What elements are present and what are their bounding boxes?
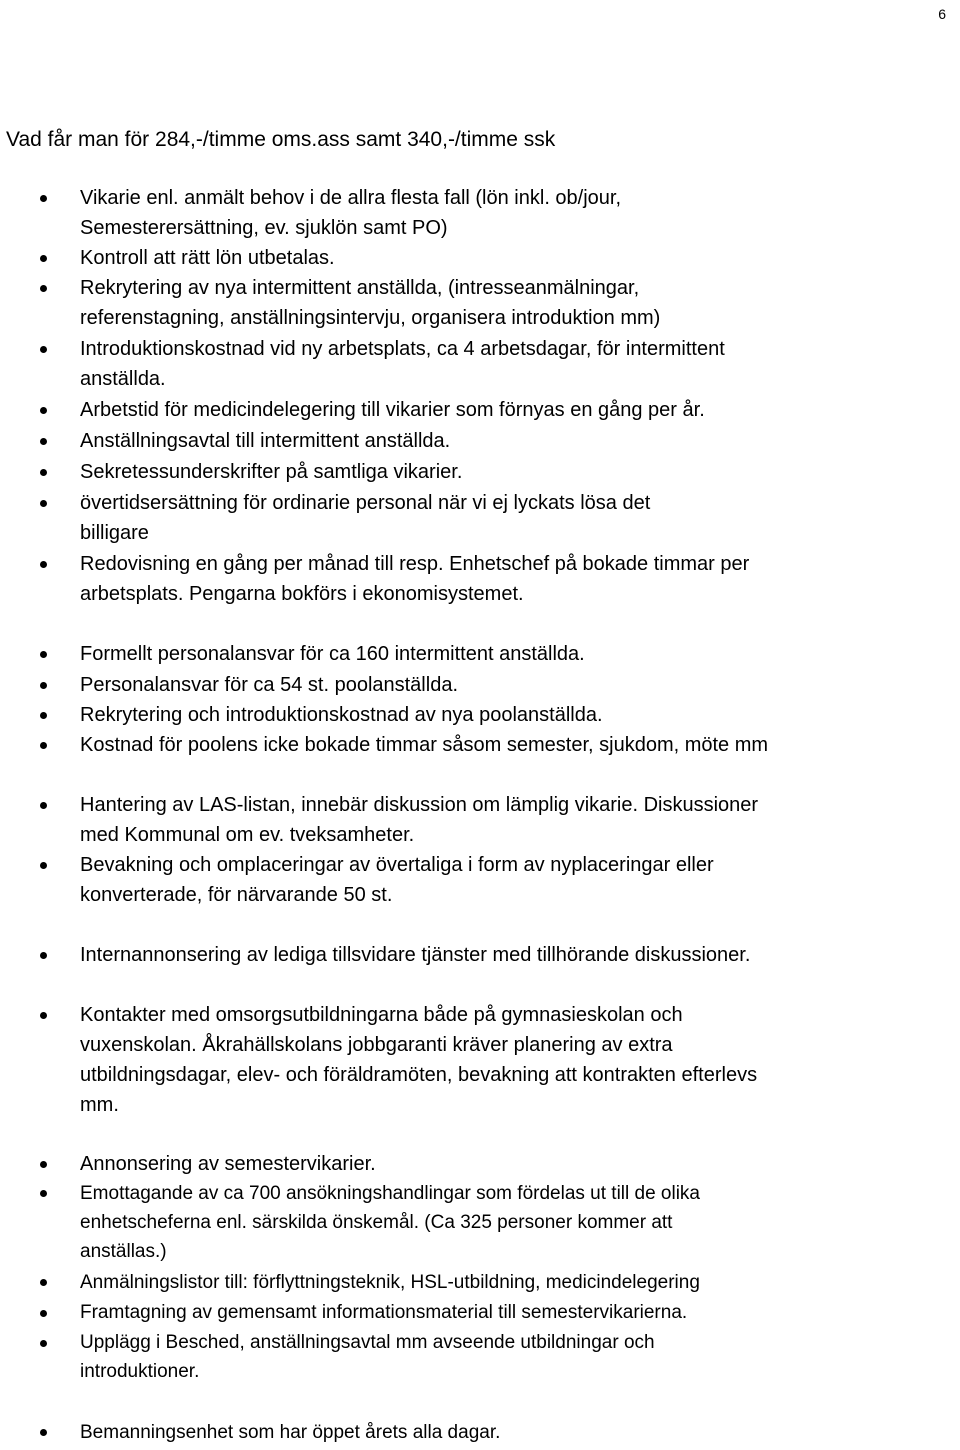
list-item: Redovisning en gång per månad till resp. Enhetschef på bokade timmar per arbetsplats. Pengarna bokförs i ekonomisystemet.	[80, 553, 750, 605]
list-item: Kontroll att rätt lön utbetalas.	[80, 247, 335, 269]
list-item: Arbetstid för medicindelegering till vikarier som förnyas en gång per år.	[80, 399, 705, 421]
bullet-icon	[40, 469, 47, 476]
list-item: Anställningsavtal till intermittent anställda.	[80, 430, 451, 452]
list-item: Bemanningsenhet som har öppet årets alla dagar.	[80, 1422, 501, 1443]
list-item: övertidsersättning för ordinarie personal när vi ej lyckats lösa det billigare	[80, 492, 651, 544]
list-item: Annonsering av semestervikarier.	[80, 1153, 376, 1175]
list-item: Framtagning av gemensamt informationsmaterial till semestervikarierna.	[80, 1302, 688, 1323]
list-item: Formellt personalansvar för ca 160 intermittent anställda.	[80, 643, 585, 665]
bullet-icon	[40, 742, 47, 749]
bullet-icon	[40, 1340, 47, 1347]
page-heading: Vad får man för 284,-/timme oms.ass samt 340,-/timme ssk	[6, 128, 556, 151]
bullet-icon	[40, 285, 47, 292]
bullet-icon	[40, 802, 47, 809]
bullet-icon	[40, 1429, 47, 1436]
bullet-icon	[40, 1190, 47, 1197]
bullet-icon	[40, 712, 47, 719]
list-item: Rekrytering och introduktionskostnad av nya poolanställda.	[80, 704, 603, 726]
bullet-icon	[40, 1279, 47, 1286]
bullet-icon	[40, 438, 47, 445]
bullet-icon	[40, 255, 47, 262]
bullet-icon	[40, 1012, 47, 1019]
bullet-icon	[40, 346, 47, 353]
list-item: Bevakning och omplaceringar av övertaliga i form av nyplaceringar eller konverterade, för närvarande 50 st.	[80, 854, 714, 906]
list-item: Emottagande av ca 700 ansökningshandlingar som fördelas ut till de olika enhetscheferna enl. särskilda önskemål. (Ca 325 personer kommer att anställas.)	[80, 1183, 700, 1262]
bullet-icon	[40, 651, 47, 658]
bullet-icon	[40, 1161, 47, 1168]
list-item: Internannonsering av lediga tillsvidare tjänster med tillhörande diskussioner.	[80, 944, 751, 966]
list-item: Kontakter med omsorgsutbildningarna både på gymnasieskolan och vuxenskolan. Åkrahällskolans jobbgaranti kräver planering av extra utbildningsdagar, elev- och föräldramöten, bevakning att kontrakten efterlevs mm.	[80, 1004, 758, 1116]
bullet-icon	[40, 682, 47, 689]
list-item: Kostnad för poolens icke bokade timmar såsom semester, sjukdom, möte mm	[80, 734, 769, 756]
list-item: Vikarie enl. anmält behov i de allra flesta fall (lön inkl. ob/jour, Semesterersättning, ev. sjuklön samt PO)	[80, 187, 622, 239]
list-item: Introduktionskostnad vid ny arbetsplats, ca 4 arbetsdagar, för intermittent anställda.	[80, 338, 725, 390]
bullet-icon	[40, 862, 47, 869]
bullet-icon	[40, 407, 47, 414]
bullet-icon	[40, 561, 47, 568]
bullet-icon	[40, 500, 47, 507]
list-item: Rekrytering av nya intermittent anställda, (intresseanmälningar, referenstagning, anställningsintervju, organisera introduktion mm)	[80, 277, 661, 329]
bullet-icon	[40, 1310, 47, 1317]
page-number: 6	[938, 6, 946, 22]
list-item: Anmälningslistor till: förflyttningsteknik, HSL-utbildning, medicindelegering	[80, 1272, 700, 1293]
list-item: Sekretessunderskrifter på samtliga vikarier.	[80, 461, 463, 483]
list-item: Upplägg i Besched, anställningsavtal mm avseende utbildningar och introduktioner.	[80, 1332, 655, 1382]
list-item: Hantering av LAS-listan, innebär diskussion om lämplig vikarie. Diskussioner med Kommunal om ev. tveksamheter.	[80, 794, 759, 846]
list-item: Personalansvar för ca 54 st. poolanställda.	[80, 674, 458, 696]
bullet-icon	[40, 952, 47, 959]
bullet-icon	[40, 195, 47, 202]
